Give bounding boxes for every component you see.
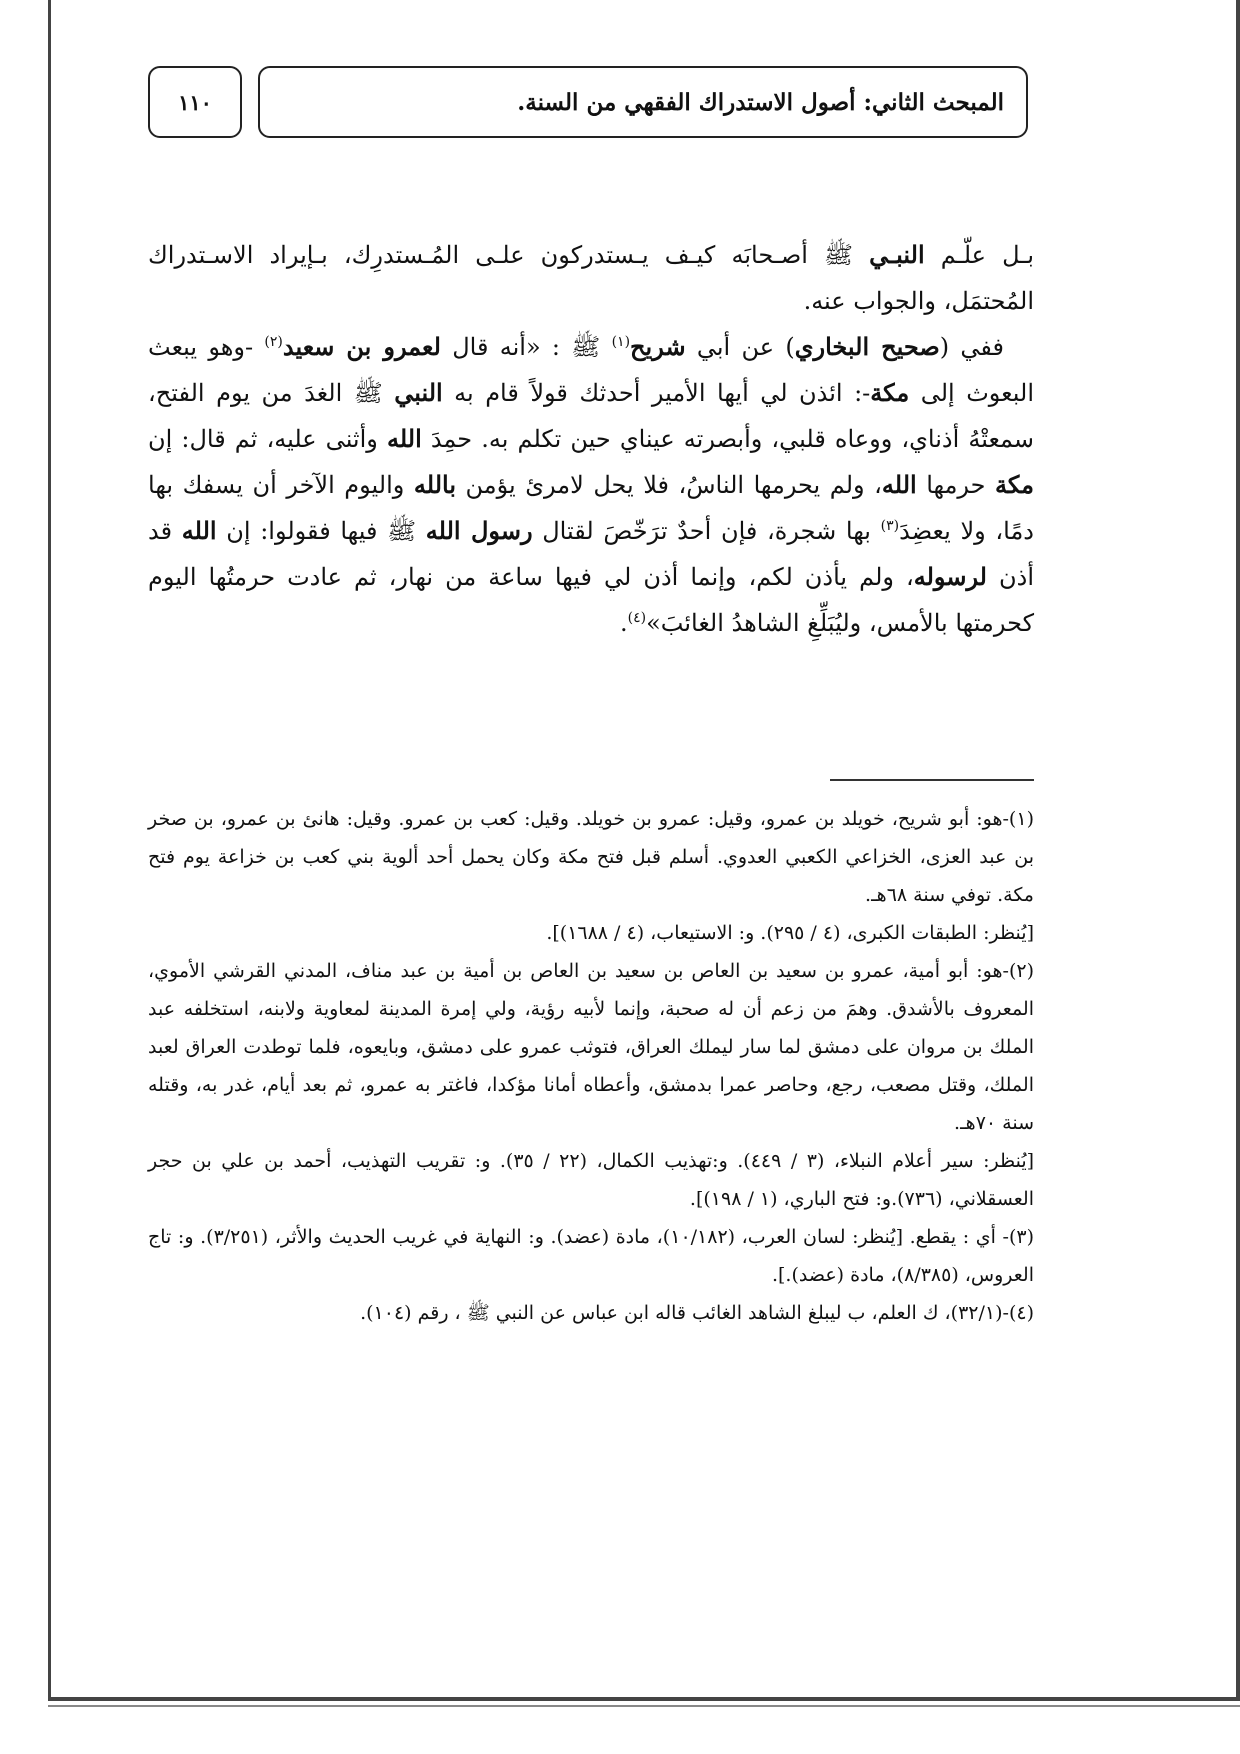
bold-term: الله — [181, 516, 217, 545]
text-run: ) عن أبي — [685, 333, 795, 361]
text-run: بها شجرة، فإن أحدٌ ترَخّصَ لقتال — [532, 517, 881, 545]
text-run: ، ولم يأذن لكم، وإنما أذن لي فيها ساعة من نهار، ثم عادت حرمتُها اليوم كحرمتها بالأمس، وليُبَلِّغِ الشاهدُ الغائبَ» — [148, 563, 1034, 637]
page-number-box — [148, 66, 242, 138]
text-run: ففي ( — [939, 333, 1004, 361]
page-border-left — [48, 0, 51, 1700]
footnote-3: (٣)- أي : يقطع. [يُنظر: لسان العرب، (١٠/١٨٢)، مادة (عضد). و: النهاية في غريب الحديث والأثر، (٣/٢٥١). و: تاج العروس، (٨/٣٨٥)، مادة (عضد).]. — [148, 1226, 1034, 1286]
footnote-2-reference: [يُنظر: سير أعلام النبلاء، (٣ / ٤٤٩). و:تهذيب الكمال، (٢٢ / ٣٥). و: تقريب التهذيب، أحمد بن علي بن حجر العسقلاني، (٧٣٦).و: فتح الباري، (١ / ١٩٨)]. — [148, 1150, 1035, 1210]
footnotes — [148, 800, 1034, 1332]
page-border-right — [1236, 0, 1240, 1700]
footnote-1-reference: [يُنظر: الطبقات الكبرى، (٤ / ٢٩٥). و: الاستيعاب، (٤ / ١٦٨٨)]. — [546, 922, 1034, 944]
bold-term: شريح — [630, 332, 686, 361]
section-title: المبحث الثاني: أصول الاستدراك الفقهي من السنة. — [517, 88, 1004, 116]
bold-term: لعمرو بن سعيد — [282, 332, 441, 361]
footnote-4: (٤)-(٣٢/١)، ك العلم، ب ليبلغ الشاهد الغائب قاله ابن عباس عن النبي ﷺ ، رقم (١٠٤). — [360, 1302, 1034, 1324]
text-run: قد أذن — [148, 517, 1035, 591]
paragraph-2 — [148, 324, 1034, 646]
text-run: وأثنى عليه، ثم قال: إن — [148, 425, 387, 453]
main-text — [148, 232, 1034, 646]
text-run: ﷺ أصـحابَه كيـف يـستدركون علـى المُـستدرِك، بـإيراد الاسـتدراك المُحتمَل، والجواب عنه. — [148, 241, 1034, 315]
bold-term: الله — [881, 470, 917, 499]
footnote-marker[interactable]: (٤) — [627, 610, 647, 626]
page-border-bottom-secondary — [48, 1705, 1240, 1707]
bold-term: مكة — [870, 378, 910, 407]
bold-term: الله — [386, 424, 422, 453]
text-run: ، ولم يحرمها الناسُ، فلا يحل لامرئ يؤمن — [456, 471, 882, 499]
text-run: -: ائذن لي أيها الأمير أحدثك قولاً قام به — [442, 379, 871, 407]
running-header — [258, 66, 1028, 138]
page-border-bottom — [48, 1697, 1240, 1701]
footnote-marker[interactable]: (١) — [611, 334, 631, 350]
bold-term: بالله — [413, 470, 457, 499]
bold-term: مكة — [995, 470, 1035, 499]
footnote-separator — [830, 779, 1034, 781]
page-number: ١١٠ — [178, 89, 212, 115]
text-run: . — [620, 609, 628, 637]
bold-term: النبي — [394, 378, 443, 407]
footnote-marker[interactable]: (٣) — [880, 518, 900, 534]
text-run: ﷺ الغدَ من يوم الفتح، سمعتْهُ أذناي، ووعاه قلبي، وأبصرته عيناي حين تكلم به. حمِدَ — [148, 379, 1035, 453]
footnote-2: (٢)-هو: أبو أمية، عمرو بن سعيد بن العاص بن سعيد بن العاص بن أمية بن عبد مناف، المدني القرشي الأموي، المعروف بالأشدق. وهمَ من زعم أن له صحبة، وإنما لأبيه رؤية، ولي إمرة المدينة لمعاوية ولابنه، استخلفه عبد الملك بن مروان على دمشق لما سار ليملك العراق، فتوثب عمرو على دمشق، وبايعوه، فلما توطدت العراق لعبد الملك، وقتل مصعب، رجع، وحاصر عمرا بدمشق، وأعطاه أمانا مؤكدا، فاغتر به عمرو، ثم بعد أيام، غدر به، وقتله سنة ٧٠هـ. — [148, 960, 1034, 1134]
footnote-1: (١)-هو: أبو شريح، خويلد بن عمرو، وقيل: عمرو بن خويلد. وقيل: كعب بن عمرو. وقيل: هانئ بن عمرو، بن صخر بن عبد العزى، الخزاعي الكعبي العدوي. أسلم قبل فتح مكة وكان يحمل أحد ألوية بني كعب بن خزاعة يوم فتح مكة. توفي سنة ٦٨هـ. — [148, 808, 1034, 906]
text-run: حرمها — [916, 471, 996, 499]
paragraph-1 — [148, 232, 1034, 324]
bold-term: النبـي — [869, 240, 925, 269]
bold-term: لرسوله — [913, 562, 987, 591]
bold-term: رسول الله — [425, 516, 533, 545]
footnote-marker[interactable]: (٢) — [264, 334, 283, 350]
bold-term: صحيح البخاري — [794, 332, 940, 361]
text-run: ﷺ : «أنه قال — [440, 333, 612, 361]
text-run: ﷺ فيها فقولوا: إن — [216, 517, 426, 545]
text-run: واليوم الآخر أن يسفك بها دمًا، ولا يعضِدَ — [148, 471, 1034, 545]
text-run: بـل علّـم — [924, 241, 1034, 269]
text-run: -وهو يبعث البعوث إلى — [148, 333, 1034, 407]
